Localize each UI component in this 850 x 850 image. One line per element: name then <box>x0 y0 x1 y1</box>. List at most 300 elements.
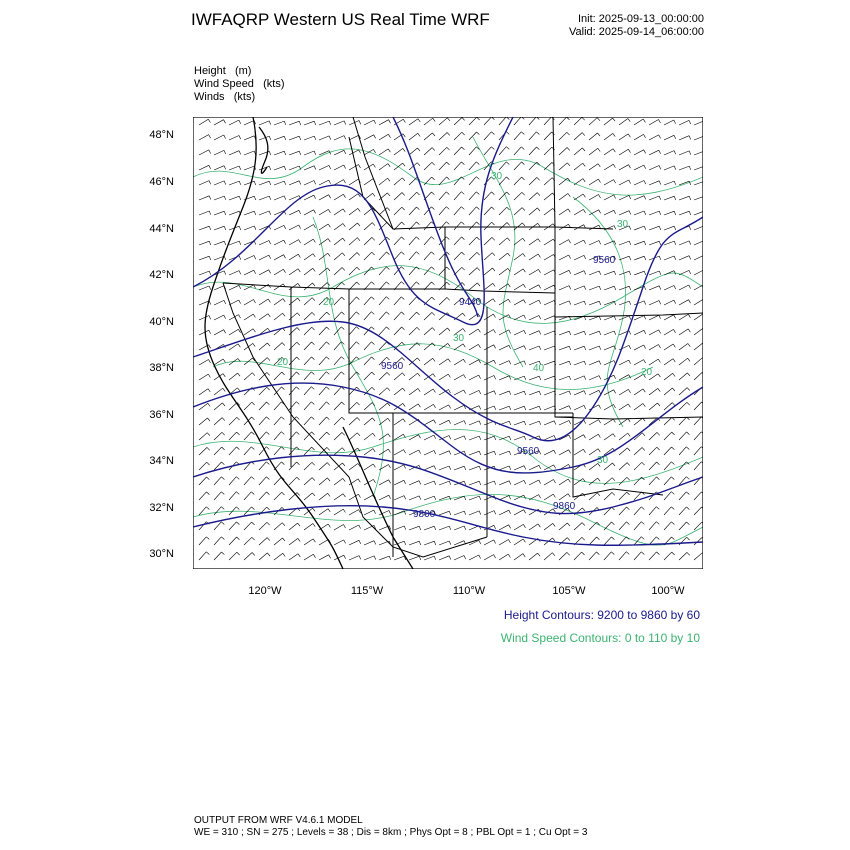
wind-barb <box>454 405 466 410</box>
wind-barb <box>214 552 224 560</box>
wind-barb <box>544 406 556 410</box>
wind-barb <box>244 522 255 530</box>
wind-barb <box>364 418 375 425</box>
wind-barb <box>529 331 541 335</box>
wind-barb <box>334 121 346 125</box>
wind-barb <box>604 271 616 275</box>
wind-barb <box>274 240 286 245</box>
wind-barb <box>664 417 675 425</box>
wind-barb <box>349 556 361 560</box>
wind-barb <box>484 299 495 305</box>
wind-barb <box>634 448 645 456</box>
wind-barb <box>484 268 495 275</box>
wind-barb <box>514 524 526 530</box>
wind-barb <box>529 316 541 321</box>
wind-barb <box>619 507 629 515</box>
wind-barb <box>409 556 421 560</box>
wind-barb <box>529 480 541 485</box>
wind-barb <box>484 451 496 455</box>
wind-barb <box>409 192 420 200</box>
wind-barb <box>634 522 644 530</box>
wind-contour-info: Wind Speed Contours: 0 to 110 by 10 <box>500 631 700 645</box>
wind-speed-contours <box>193 137 703 545</box>
wind-barb <box>574 361 586 365</box>
wind-barb <box>214 477 224 485</box>
wind-barb <box>544 450 556 455</box>
wind-barb <box>544 376 556 380</box>
wind-barb <box>574 552 585 560</box>
wind-barb <box>529 208 540 215</box>
wind-barb <box>394 193 405 201</box>
wind-barb <box>349 312 359 320</box>
wind-barb <box>499 299 510 305</box>
wind-barb <box>349 418 360 426</box>
wind-barb <box>634 316 646 320</box>
wind-barb <box>454 436 466 440</box>
wind-barb <box>409 404 420 410</box>
wind-barb <box>589 225 601 230</box>
wind-barb <box>304 181 316 186</box>
wind-barb <box>289 269 300 275</box>
wind-barb <box>514 300 526 305</box>
wind-barb <box>664 286 676 291</box>
wind-barb <box>274 447 284 455</box>
wind-barb <box>469 481 481 485</box>
wind-barb <box>559 479 570 485</box>
wind-barb <box>274 255 286 260</box>
wind-barb <box>664 507 674 515</box>
wind-barb <box>229 151 241 155</box>
wind-barb <box>574 271 586 275</box>
wind-barb <box>349 327 359 335</box>
field-wind-speed: Wind Speed (kts) <box>194 78 285 90</box>
wind-barb <box>664 315 676 320</box>
wind-barb <box>349 253 360 261</box>
wind-barb <box>334 509 345 515</box>
wind-barb <box>229 477 239 485</box>
wind-barb <box>649 120 661 126</box>
wind-barb <box>634 462 645 470</box>
wind-barb <box>304 283 315 290</box>
wind-barb <box>574 117 585 125</box>
wind-barb <box>469 268 480 275</box>
wind-barb <box>559 552 570 560</box>
wind-barb <box>409 373 420 380</box>
wind-barb <box>334 478 345 485</box>
wind-barb <box>259 299 270 305</box>
wind-barb <box>334 387 344 395</box>
wind-barb <box>394 178 405 185</box>
wind-barb <box>259 538 270 545</box>
wind-barb <box>484 555 496 560</box>
wind-barb <box>664 300 676 305</box>
wind-barb <box>574 148 585 155</box>
model-config: WE = 310 ; SN = 275 ; Levels = 38 ; Dis = 8km ; Phys Opt = 8 ; PBL Opt = 1 ; Cu Opt = 3 <box>194 827 588 838</box>
wind-barb <box>469 147 479 155</box>
wind-barb <box>499 330 511 335</box>
wind-barb <box>274 299 285 305</box>
wind-barb <box>694 196 703 200</box>
wind-barb <box>589 195 601 201</box>
wind-barb <box>214 492 224 500</box>
wind-barb <box>559 240 571 245</box>
wind-barb <box>634 477 645 485</box>
wind-barb <box>364 252 375 260</box>
wind-barb <box>274 225 286 230</box>
model-footer <box>194 815 587 839</box>
wind-barb <box>214 418 225 425</box>
wind-barb <box>199 241 211 245</box>
wind-barb <box>664 432 675 440</box>
wind-barb <box>394 148 405 155</box>
wind-barb <box>679 270 691 275</box>
wind-barb <box>379 252 389 260</box>
wind-barb <box>304 298 315 305</box>
wind-contour-label: 20 <box>323 297 335 308</box>
wind-barb <box>244 136 256 140</box>
wind-barb <box>274 343 285 350</box>
wind-barb <box>229 241 241 245</box>
wind-barb <box>439 192 449 200</box>
wind-barb <box>469 451 481 455</box>
wind-barb <box>499 451 511 455</box>
wind-barb <box>364 541 376 545</box>
wind-barb <box>409 119 420 125</box>
chart-title: IWFAQRP Western US Real Time WRF <box>191 10 490 29</box>
wind-barb <box>364 342 374 350</box>
wind-barb <box>589 118 600 125</box>
wind-barb <box>439 328 450 335</box>
wind-barb <box>454 466 466 470</box>
wind-barb <box>589 420 601 425</box>
wind-barb <box>619 149 631 155</box>
wind-barb <box>394 526 406 530</box>
wind-barb <box>454 344 465 350</box>
wind-barb <box>634 181 646 186</box>
wind-barb <box>589 179 601 185</box>
wind-barb <box>229 537 240 545</box>
wind-barb <box>664 120 676 125</box>
wind-barb <box>244 432 254 440</box>
wind-barb <box>649 286 661 290</box>
wind-barb <box>694 373 703 381</box>
wind-barb <box>544 162 555 170</box>
wind-barb <box>379 327 389 335</box>
wind-barb <box>334 194 346 200</box>
wind-barb <box>529 285 541 290</box>
wind-barb <box>514 208 525 215</box>
wind-barb <box>664 196 676 200</box>
wind-barb <box>664 552 675 560</box>
wind-barb <box>319 387 329 395</box>
wind-barb <box>634 404 645 411</box>
wind-barb <box>274 523 285 530</box>
wind-barb <box>694 211 703 215</box>
wind-barb <box>304 327 315 335</box>
wind-barb <box>634 552 644 560</box>
wind-barb <box>394 297 404 305</box>
wind-barb <box>319 372 329 380</box>
wind-barb <box>619 316 631 320</box>
wind-barb <box>619 180 631 185</box>
wind-barb <box>514 223 525 230</box>
wind-barb <box>604 552 614 560</box>
wind-barb <box>589 331 601 335</box>
wind-barb <box>229 211 241 215</box>
wind-barb <box>529 117 539 125</box>
wind-barb <box>679 373 690 380</box>
lat-label: 42°N <box>149 269 174 281</box>
wind-barb <box>679 344 690 351</box>
wind-barb <box>259 432 269 440</box>
wind-barb <box>454 252 465 260</box>
wind-barb <box>304 387 314 395</box>
wind-barb <box>619 404 630 410</box>
wind-barb <box>694 328 703 335</box>
wind-barb <box>559 361 571 365</box>
wind-barb <box>499 238 510 245</box>
wind-barb <box>439 526 451 530</box>
wind-barb <box>349 223 360 230</box>
wind-barb <box>424 435 436 440</box>
wind-barb <box>334 165 346 170</box>
wind-barb <box>664 329 676 335</box>
wind-barb <box>634 196 646 200</box>
wind-barb <box>244 300 256 306</box>
wind-barb <box>679 120 691 125</box>
wind-barb <box>694 285 703 290</box>
wind-barb <box>214 447 225 455</box>
wind-barb <box>379 434 390 440</box>
wind-barb <box>244 329 255 335</box>
wind-barb <box>559 301 571 305</box>
wind-barb <box>529 376 541 380</box>
wind-barb <box>514 539 525 545</box>
wind-barb <box>484 222 495 230</box>
wind-barb <box>649 359 660 365</box>
wind-barb <box>604 434 615 440</box>
wind-barb <box>589 478 600 485</box>
wind-barb <box>289 477 300 485</box>
wind-barb <box>394 207 405 215</box>
wind-contour-label: 20 <box>277 357 289 368</box>
wind-barb <box>454 132 465 140</box>
wind-barb <box>364 403 375 410</box>
wind-barb <box>619 195 631 200</box>
wind-barb <box>334 525 346 531</box>
wind-barb <box>259 553 270 560</box>
wind-barb <box>289 538 300 545</box>
wind-barb <box>679 417 690 425</box>
wind-barb <box>469 117 480 125</box>
wind-barb <box>499 147 509 155</box>
wind-barb <box>229 329 241 335</box>
wind-barb <box>544 494 555 500</box>
wind-barb <box>229 285 241 290</box>
wind-barb <box>199 181 211 185</box>
wind-barb <box>574 523 585 530</box>
height-contour-label: 9560 <box>381 361 404 372</box>
height-contour-label: 9560 <box>593 255 616 266</box>
wind-barb <box>424 328 435 335</box>
wind-barb <box>229 522 239 530</box>
wind-barb <box>349 540 361 545</box>
wind-barb <box>604 149 615 155</box>
wind-barb <box>484 147 494 155</box>
lon-label: 120°W <box>248 585 282 597</box>
wind-barb <box>409 389 420 396</box>
wind-barb <box>514 376 526 380</box>
wind-barb <box>409 541 421 545</box>
wind-barb <box>514 436 526 440</box>
wind-barb <box>514 330 526 335</box>
wind-barb <box>304 342 314 350</box>
wind-contour-label: 30 <box>617 219 629 230</box>
wind-barb <box>529 406 541 410</box>
wind-barb <box>349 150 361 155</box>
wind-barb <box>289 523 300 530</box>
wind-barb <box>334 297 345 305</box>
wind-barb <box>439 359 450 365</box>
wind-barb <box>529 254 540 260</box>
wind-barb <box>454 375 466 380</box>
wind-barb <box>634 211 646 215</box>
wind-barb <box>304 493 315 500</box>
wind-barb <box>469 555 481 560</box>
wind-barb <box>259 343 270 350</box>
wind-barb <box>514 192 525 200</box>
wind-barb <box>319 209 330 215</box>
wind-barb <box>229 432 240 440</box>
wind-barb <box>559 421 571 426</box>
wind-barb <box>424 526 436 530</box>
wind-barb <box>319 478 330 485</box>
wind-barb <box>319 417 329 425</box>
wind-barb <box>589 271 601 275</box>
wind-barb <box>214 330 226 335</box>
wind-barb <box>544 480 556 486</box>
wind-barb <box>214 166 226 170</box>
wind-barb <box>694 136 703 140</box>
wind-barb <box>574 435 586 440</box>
wind-barb <box>349 525 361 530</box>
wind-barb <box>454 421 466 425</box>
wind-barb <box>514 147 524 155</box>
wind-barb <box>589 346 601 350</box>
wind-barb <box>619 552 629 560</box>
lat-label: 46°N <box>149 176 174 188</box>
wind-barb <box>499 361 511 365</box>
wind-barb <box>394 252 404 260</box>
wind-barb <box>229 492 239 500</box>
wind-barb <box>634 345 646 350</box>
wind-barb <box>319 312 330 320</box>
wind-barb <box>469 390 481 395</box>
wind-barb <box>364 357 374 365</box>
wind-barb <box>439 267 450 275</box>
wind-barb <box>694 255 703 260</box>
wind-barb <box>214 226 226 230</box>
wind-barb <box>664 492 674 500</box>
wind-barb <box>319 432 330 440</box>
wind-barb <box>424 541 436 545</box>
wind-barb <box>559 450 571 455</box>
wind-barb <box>364 237 375 245</box>
wind-barb <box>544 208 555 215</box>
wind-barb <box>274 538 285 545</box>
wind-barb <box>664 477 674 485</box>
wind-barb <box>499 253 510 260</box>
wind-barb <box>214 388 225 395</box>
wind-barb <box>304 554 316 560</box>
wind-barb <box>454 556 466 561</box>
wind-barb <box>199 150 211 155</box>
height-contour-label: 9800 <box>413 509 436 520</box>
wind-barb <box>199 271 211 275</box>
wind-barb <box>679 300 691 305</box>
wind-barb <box>439 511 451 515</box>
wind-barb <box>424 389 435 395</box>
wind-barb <box>529 132 539 140</box>
height-contour-info: Height Contours: 9200 to 9860 by 60 <box>503 608 700 622</box>
wind-barb <box>334 402 345 410</box>
wind-barb <box>409 237 419 245</box>
wind-barb <box>529 239 540 245</box>
wind-barb <box>274 151 286 155</box>
wind-barb <box>409 267 419 275</box>
wind-barb <box>634 301 646 305</box>
wind-barb <box>199 211 211 215</box>
wind-barb <box>559 391 571 395</box>
wind-barb <box>679 241 691 245</box>
wind-barb <box>244 402 255 410</box>
wind-barb <box>319 165 331 170</box>
wind-barb <box>334 238 345 245</box>
wind-barb <box>514 554 525 560</box>
wind-barb <box>244 447 254 455</box>
valid-time: Valid: 2025-09-14_06:00:00 <box>569 26 704 38</box>
wind-barb <box>484 391 496 395</box>
lat-label: 36°N <box>149 409 174 421</box>
wind-barb <box>364 297 374 305</box>
wind-barb <box>364 449 375 455</box>
wind-barb <box>319 509 330 515</box>
wind-barb <box>334 136 346 140</box>
wind-barb <box>679 552 690 560</box>
wind-barb <box>604 133 615 140</box>
wind-barb <box>439 147 450 155</box>
wind-barb <box>649 135 661 140</box>
wind-barb <box>304 478 315 485</box>
wind-barb <box>469 344 481 350</box>
wind-barb <box>679 166 691 170</box>
wind-barb <box>319 195 331 200</box>
wind-barb <box>544 553 555 560</box>
wind-barb <box>319 493 330 500</box>
wind-barb <box>424 420 436 425</box>
wind-barb <box>484 207 494 215</box>
lat-label: 44°N <box>149 223 174 235</box>
wind-barb <box>514 117 524 125</box>
wind-barb <box>349 342 359 350</box>
wind-barb <box>454 390 466 395</box>
wind-barb <box>559 163 570 170</box>
wind-barb <box>334 224 345 231</box>
wind-barb <box>334 555 346 560</box>
wind-barb <box>214 537 224 545</box>
wind-barb <box>289 554 300 560</box>
lon-label: 110°W <box>452 585 486 597</box>
